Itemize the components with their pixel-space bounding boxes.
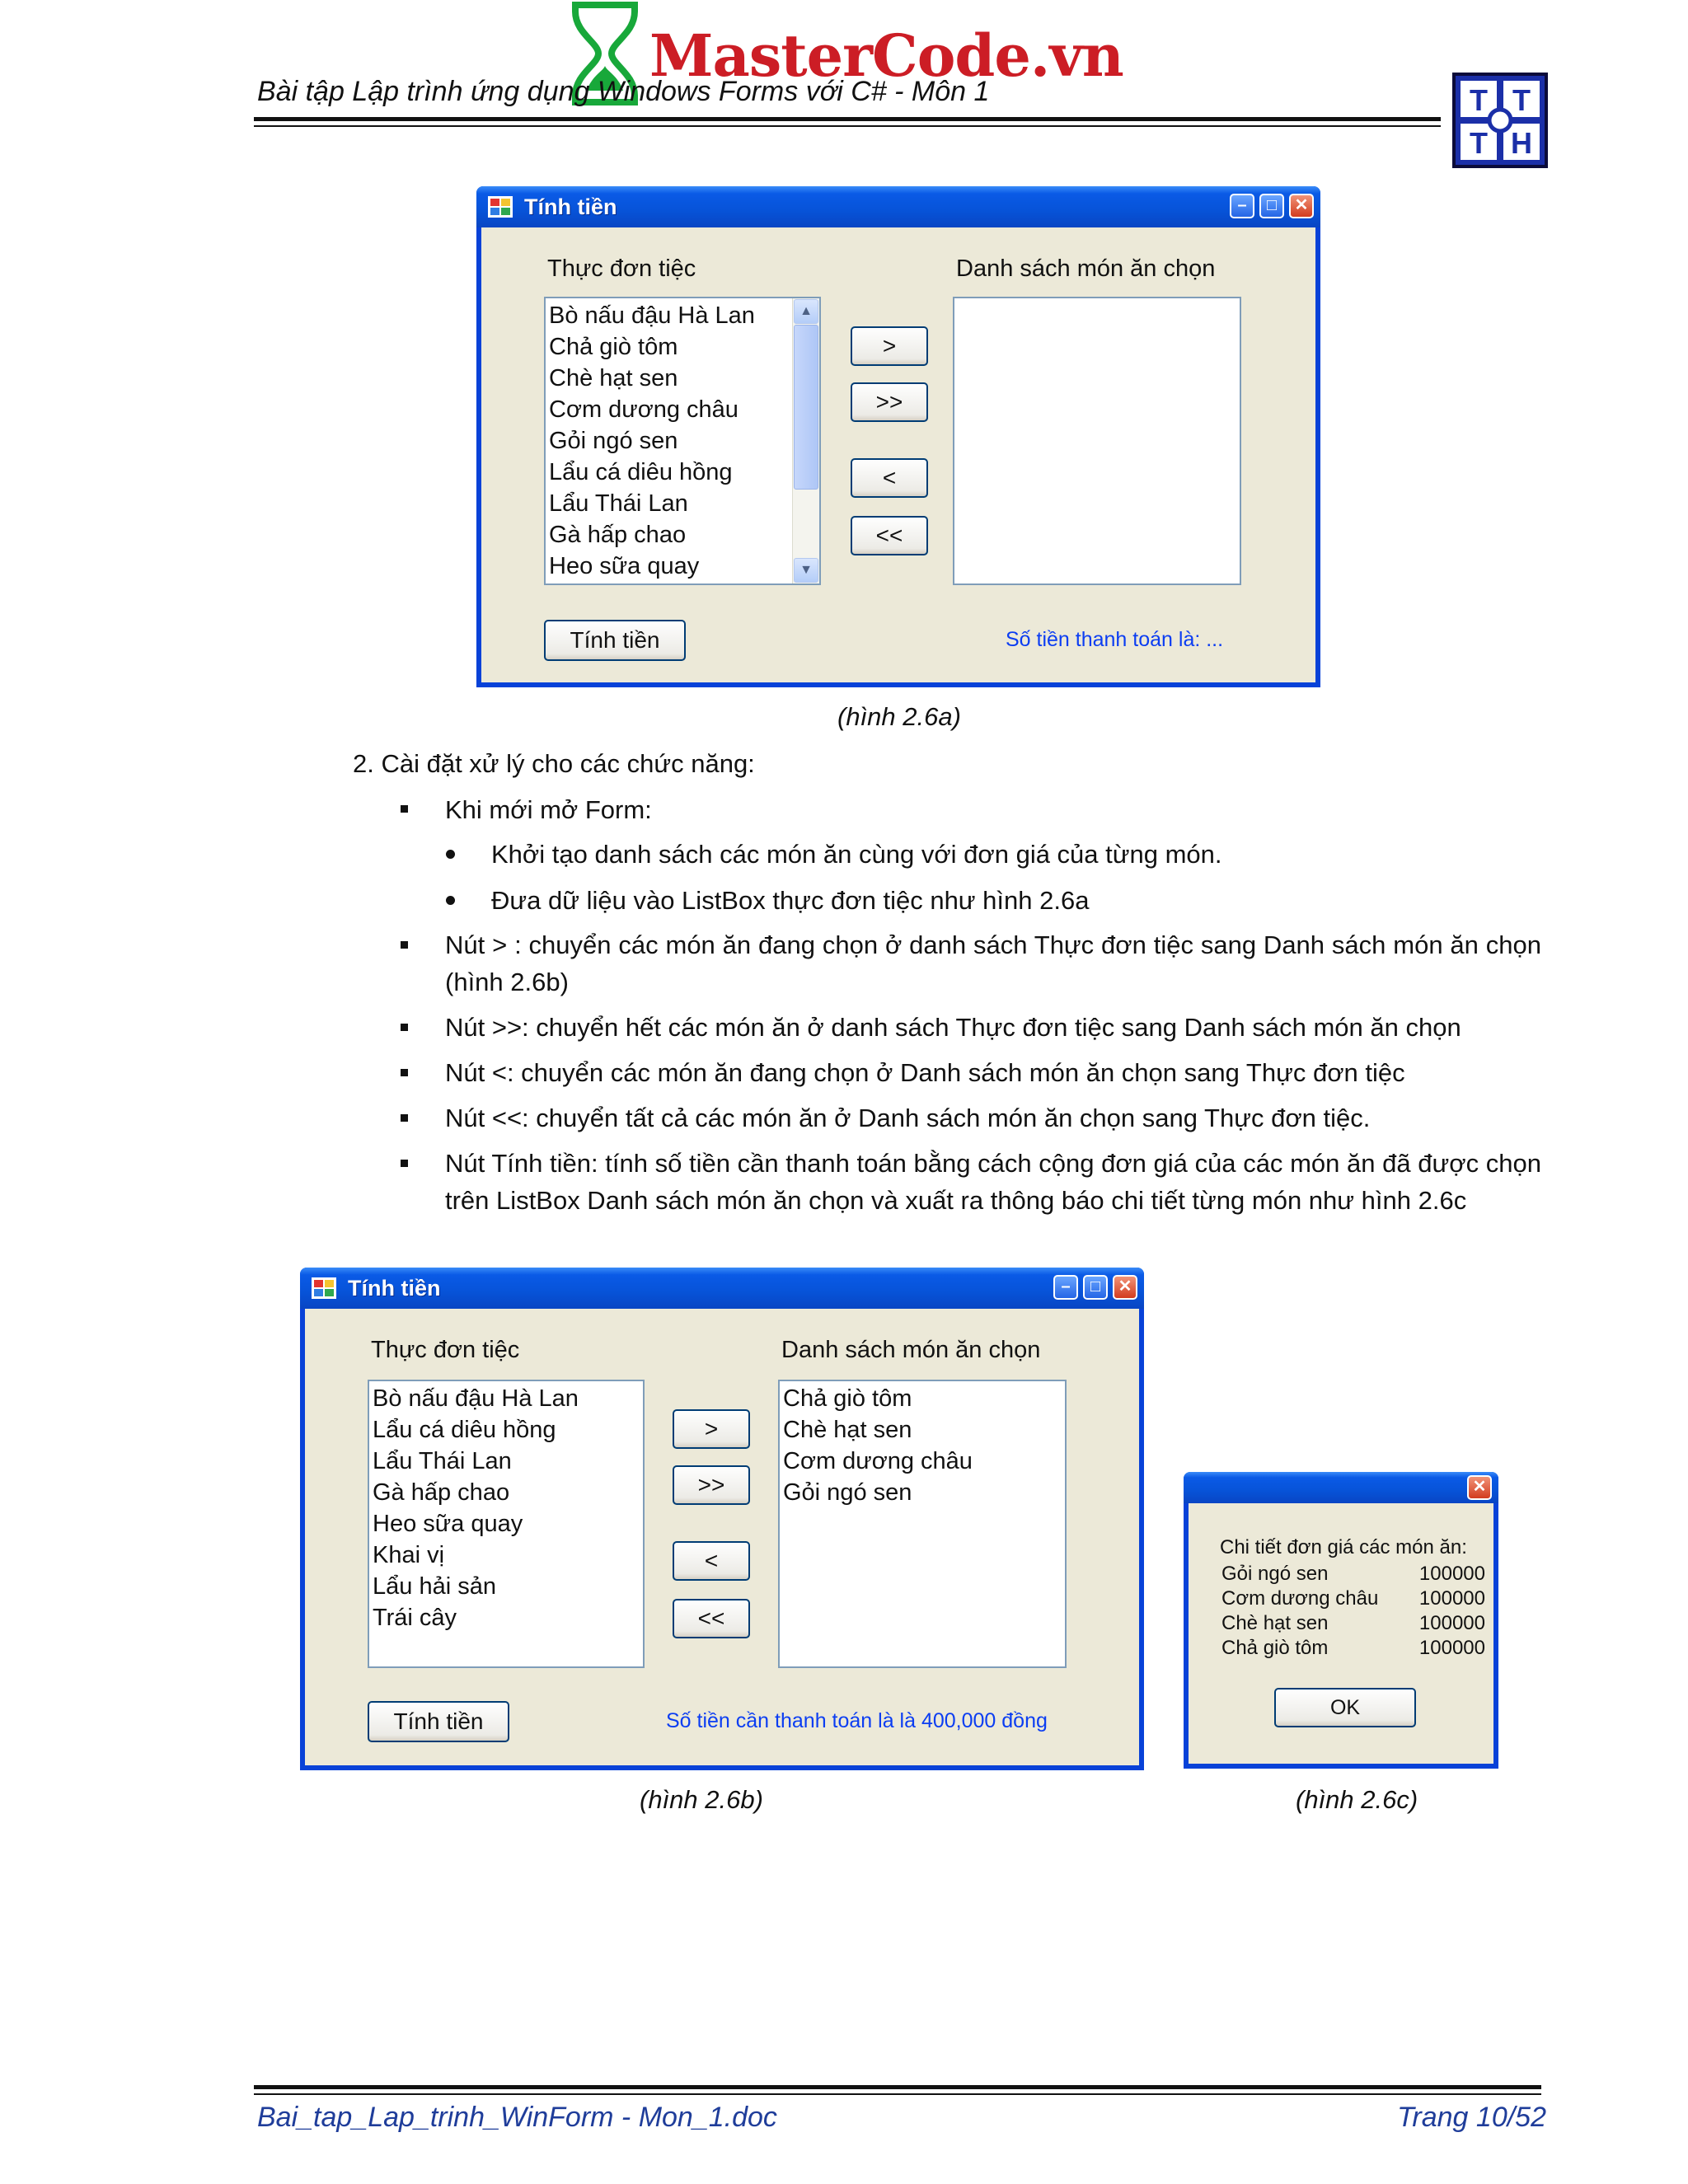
step-2: 2. Cài đặt xử lý cho các chức năng:	[353, 749, 755, 778]
square-bullet-icon	[401, 1160, 408, 1167]
dish-name: Chả giò tôm	[1221, 1637, 1329, 1659]
footer-filename: Bai_tap_Lap_trinh_WinForm - Mon_1.doc	[257, 2102, 777, 2133]
list-item[interactable]: Lẩu cá diêu hồng	[373, 1417, 556, 1443]
back-all-button[interactable]: <<	[851, 516, 928, 555]
footer-rule	[254, 2085, 1541, 2089]
minimize-button[interactable]: –	[1230, 194, 1254, 218]
list-item[interactable]: Lẩu cá diêu hồng	[549, 459, 733, 485]
message-box-titlebar[interactable]	[1184, 1472, 1498, 1503]
move-all-button[interactable]: >>	[851, 382, 928, 422]
bullet-load-list: Đưa dữ liệu vào ListBox thực đơn tiệc như hình 2.6a	[491, 886, 1090, 915]
price-row	[1221, 1612, 1485, 1635]
scroll-down-icon[interactable]: ▼	[794, 558, 818, 583]
bullet-calc: Nút Tính tiền: tính số tiền cần thanh toán bằng cách cộng đơn giá của các món ăn đã được chọn trên ListBox Danh sách món ăn chọn và xuất ra thông báo chi tiết từng món như hình 2.6c	[445, 1149, 1541, 1215]
list-item[interactable]: Lẩu hải sản	[373, 1573, 496, 1600]
vertical-scrollbar[interactable]	[792, 298, 819, 583]
scroll-up-icon[interactable]: ▲	[794, 299, 818, 324]
square-bullet-icon	[401, 1114, 408, 1122]
status-label: Số tiền thanh toán là: ...	[1006, 628, 1224, 651]
tth-letter: H	[1511, 126, 1532, 160]
round-bullet-icon	[446, 896, 455, 905]
menu-listbox[interactable]	[544, 297, 821, 585]
tth-letter: T	[1470, 83, 1488, 117]
dish-name: Chè hạt sen	[1221, 1612, 1329, 1634]
back-all-button[interactable]: <<	[673, 1599, 750, 1638]
selected-listbox[interactable]	[953, 297, 1241, 585]
status-label: Số tiền cần thanh toán là là 400,000 đồng	[666, 1709, 1048, 1732]
app-icon	[488, 196, 513, 218]
list-item[interactable]: Bò nấu đậu Hà Lan	[373, 1385, 579, 1412]
close-button[interactable]: ✕	[1467, 1475, 1492, 1500]
list-item[interactable]: Gà hấp chao	[549, 522, 687, 548]
menu-label: Thực đơn tiệc	[371, 1337, 520, 1363]
selected-label: Danh sách món ăn chọn	[956, 255, 1216, 282]
caption-c: (hình 2.6c)	[1296, 1785, 1418, 1814]
list-item[interactable]: Khai vị	[373, 1542, 445, 1568]
list-item[interactable]: Heo sữa quay	[373, 1511, 523, 1537]
list-item[interactable]: Chè hạt sen	[783, 1417, 912, 1443]
tth-letter: T	[1470, 126, 1488, 160]
list-item[interactable]: Bò nấu đậu Hà Lan	[549, 302, 755, 329]
move-all-button[interactable]: >>	[673, 1465, 750, 1505]
selected-label: Danh sách món ăn chọn	[781, 1337, 1041, 1363]
form-b-titlebar[interactable]	[300, 1268, 1144, 1309]
close-button[interactable]: ✕	[1289, 194, 1314, 218]
ok-button[interactable]: OK	[1274, 1688, 1416, 1727]
tth-letter: T	[1512, 83, 1531, 117]
minimize-button[interactable]: –	[1053, 1275, 1078, 1300]
calc-button[interactable]: Tính tiền	[544, 620, 686, 661]
bullet-back: Nút <: chuyển các món ăn đang chọn ở Danh sách món ăn chọn sang Thực đơn tiệc	[445, 1058, 1405, 1087]
header-title: Bài tập Lập trình ứng dụng Windows Forms với C# - Môn 1	[257, 76, 990, 107]
brand-name: MasterCode.vn	[649, 21, 1123, 90]
price-row	[1221, 1587, 1485, 1610]
round-bullet-icon	[446, 850, 455, 859]
menu-label: Thực đơn tiệc	[547, 255, 696, 282]
app-icon	[312, 1277, 336, 1299]
square-bullet-icon	[401, 1024, 408, 1031]
form-a-title: Tính tiền	[524, 194, 617, 219]
price-row	[1221, 1563, 1485, 1586]
tth-logo	[1452, 73, 1548, 168]
list-item[interactable]: Gỏi ngó sen	[549, 428, 678, 454]
move-button[interactable]: >	[851, 326, 928, 366]
square-bullet-icon	[401, 1069, 408, 1076]
form-a-titlebar[interactable]	[476, 186, 1320, 227]
form-b-client	[305, 1309, 1139, 1765]
list-item[interactable]: Lẩu Thái Lan	[549, 490, 688, 517]
square-bullet-icon	[401, 805, 408, 813]
bullet-move-all: Nút >>: chuyển hết các món ăn ở danh sách Thực đơn tiệc sang Danh sách món ăn chọn	[445, 1013, 1461, 1042]
bullet-init-list: Khởi tạo danh sách các món ăn cùng với đơn giá của từng món.	[491, 840, 1222, 869]
list-item[interactable]: Lẩu Thái Lan	[373, 1448, 512, 1474]
square-bullet-icon	[401, 941, 408, 949]
dish-price: 100000	[1418, 1563, 1485, 1585]
list-item[interactable]: Gỏi ngó sen	[783, 1479, 912, 1506]
close-button[interactable]: ✕	[1113, 1275, 1137, 1300]
back-button[interactable]: <	[851, 458, 928, 498]
header-rule-thin	[254, 125, 1441, 127]
bullet-back-all: Nút <<: chuyển tất cả các món ăn ở Danh sách món ăn chọn sang Thực đơn tiệc.	[445, 1104, 1371, 1132]
form-b-window	[300, 1268, 1144, 1770]
bullet-move: Nút > : chuyển các món ăn đang chọn ở danh sách Thực đơn tiệc sang Danh sách món ăn chọn (hình 2.6b)	[445, 930, 1541, 996]
form-a-client	[481, 227, 1315, 682]
list-item[interactable]: Chả giò tôm	[549, 334, 678, 360]
list-item[interactable]: Cơm dương châu	[549, 396, 738, 423]
form-a-window	[476, 186, 1320, 687]
price-row	[1221, 1637, 1485, 1660]
footer-rule-thin	[254, 2093, 1541, 2095]
message-heading: Chi tiết đơn giá các món ăn:	[1220, 1536, 1467, 1558]
form-b-title: Tính tiền	[348, 1276, 441, 1301]
dish-name: Cơm dương châu	[1221, 1587, 1379, 1610]
list-item[interactable]: Heo sữa quay	[549, 553, 700, 579]
header-rule	[254, 117, 1441, 121]
dish-name: Gỏi ngó sen	[1221, 1563, 1329, 1585]
back-button[interactable]: <	[673, 1541, 750, 1581]
footer-page-number: Trang 10/52	[1397, 2102, 1546, 2133]
maximize-button[interactable]: □	[1259, 194, 1284, 218]
list-item[interactable]: Chè hạt sen	[549, 365, 678, 391]
dish-price: 100000	[1418, 1612, 1485, 1634]
list-item[interactable]: Gà hấp chao	[373, 1479, 510, 1506]
scroll-thumb[interactable]	[794, 325, 818, 490]
dish-price: 100000	[1418, 1637, 1485, 1659]
list-item[interactable]: Cơm dương châu	[783, 1448, 973, 1474]
caption-a: (hình 2.6a)	[837, 702, 961, 731]
message-box	[1184, 1472, 1498, 1769]
list-item[interactable]: Trái cây	[373, 1605, 457, 1631]
list-item[interactable]: Chả giò tôm	[783, 1385, 912, 1412]
selected-listbox[interactable]	[778, 1380, 1067, 1668]
maximize-button[interactable]: □	[1083, 1275, 1108, 1300]
message-box-client	[1189, 1503, 1493, 1764]
dish-price: 100000	[1418, 1587, 1485, 1610]
bullet-on-open: Khi mới mở Form:	[445, 795, 652, 824]
move-button[interactable]: >	[673, 1409, 750, 1449]
menu-listbox[interactable]	[368, 1380, 645, 1668]
calc-button[interactable]: Tính tiền	[368, 1701, 509, 1742]
caption-b: (hình 2.6b)	[640, 1785, 763, 1814]
